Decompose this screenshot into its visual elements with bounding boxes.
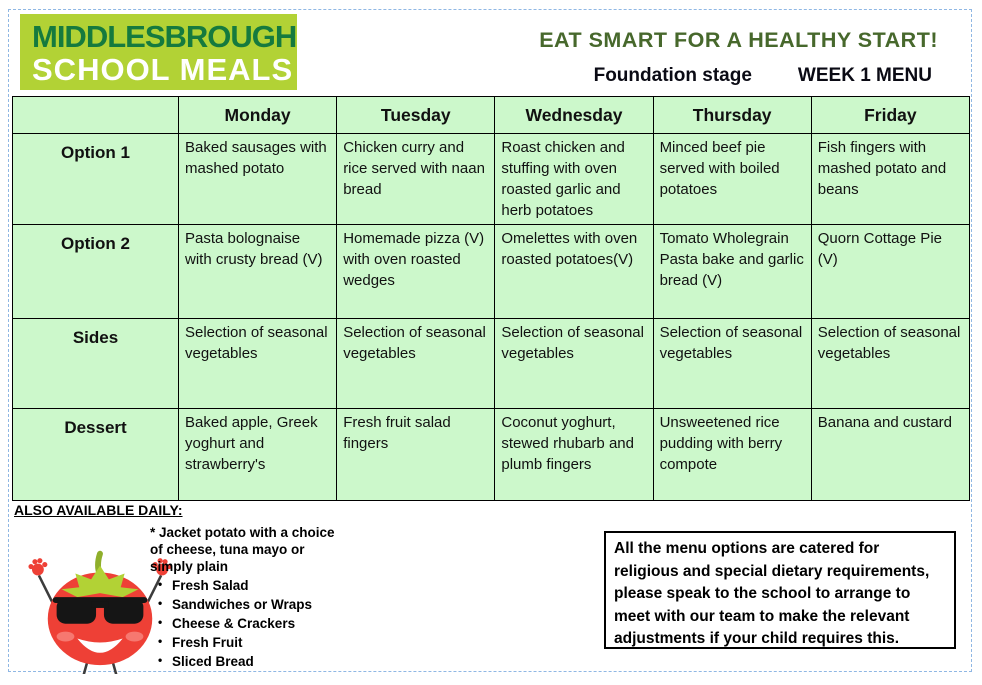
- week-label: WEEK 1 MENU: [797, 65, 932, 86]
- table-row-dessert: [13, 409, 970, 501]
- list-item: • Fresh Fruit: [150, 634, 350, 651]
- tagline: EAT SMART FOR A HEALTHY START!: [539, 28, 938, 52]
- menu-table: [12, 96, 970, 501]
- school-meals-logo: [20, 14, 297, 90]
- corner-cell: [13, 97, 179, 134]
- list-item: • Sandwiches or Wraps: [150, 596, 350, 613]
- menu-cell: Selection of seasonal vegetables: [811, 319, 969, 409]
- menu-cell: Unsweetened rice pudding with berry compote: [653, 409, 811, 501]
- menu-cell: Selection of seasonal vegetables: [179, 319, 337, 409]
- logo-line2: SCHOOL MEALS: [32, 52, 294, 87]
- menu-cell: Baked apple, Greek yoghurt and strawberry's: [179, 409, 337, 501]
- table-row-option2: [13, 225, 970, 319]
- menu-cell: Minced beef pie served with boiled potatoes: [653, 134, 811, 225]
- day-header-thursday: Thursday: [653, 97, 811, 134]
- table-row-sides: [13, 319, 970, 409]
- menu-cell: Pasta bolognaise with crusty bread (V): [179, 225, 337, 319]
- day-header-friday: Friday: [811, 97, 969, 134]
- logo-line1: MIDDLESBROUGH: [32, 19, 297, 54]
- menu-cell: Quorn Cottage Pie (V): [811, 225, 969, 319]
- day-header-tuesday: Tuesday: [337, 97, 495, 134]
- menu-cell: Chicken curry and rice served with naan bread: [337, 134, 495, 225]
- list-item: • Sliced Bread: [150, 653, 350, 670]
- also-available-heading: ALSO AVAILABLE DAILY:: [14, 502, 183, 518]
- table-row-option1: [13, 134, 970, 225]
- list-item: • Cheese & Crackers: [150, 615, 350, 632]
- table-header-row: [13, 97, 970, 134]
- row-label-option1: Option 1: [13, 134, 179, 225]
- list-item: • Fresh Salad: [150, 577, 350, 594]
- jacket-potato-note: * Jacket potato with a choice of cheese, tuna mayo or simply plain: [150, 525, 335, 574]
- stage-label: Foundation stage: [593, 65, 752, 86]
- menu-cell: Selection of seasonal vegetables: [653, 319, 811, 409]
- day-header-wednesday: Wednesday: [495, 97, 653, 134]
- daily-items-block: [150, 524, 350, 670]
- menu-cell: Roast chicken and stuffing with oven roasted garlic and herb potatoes: [495, 134, 653, 225]
- day-header-monday: Monday: [179, 97, 337, 134]
- menu-cell: Homemade pizza (V) with oven roasted wedges: [337, 225, 495, 319]
- menu-cell: Fresh fruit salad fingers: [337, 409, 495, 501]
- menu-cell: Fish fingers with mashed potato and beans: [811, 134, 969, 225]
- daily-items-list: [150, 577, 350, 670]
- menu-cell: Banana and custard: [811, 409, 969, 501]
- menu-cell: Tomato Wholegrain Pasta bake and garlic bread (V): [653, 225, 811, 319]
- row-label-dessert: Dessert: [13, 409, 179, 501]
- menu-cell: Selection of seasonal vegetables: [495, 319, 653, 409]
- stage-week-line: [594, 65, 932, 87]
- dietary-note-box: All the menu options are catered for religious and special dietary requirements, please speak to the school to arrange to meet with our team to make the relevant adjustments if your child requires this.: [604, 531, 956, 649]
- row-label-option2: Option 2: [13, 225, 179, 319]
- menu-cell: Omelettes with oven roasted potatoes(V): [495, 225, 653, 319]
- menu-cell: Baked sausages with mashed potato: [179, 134, 337, 225]
- menu-cell: Coconut yoghurt, stewed rhubarb and plumb fingers: [495, 409, 653, 501]
- menu-cell: Selection of seasonal vegetables: [337, 319, 495, 409]
- row-label-sides: Sides: [13, 319, 179, 409]
